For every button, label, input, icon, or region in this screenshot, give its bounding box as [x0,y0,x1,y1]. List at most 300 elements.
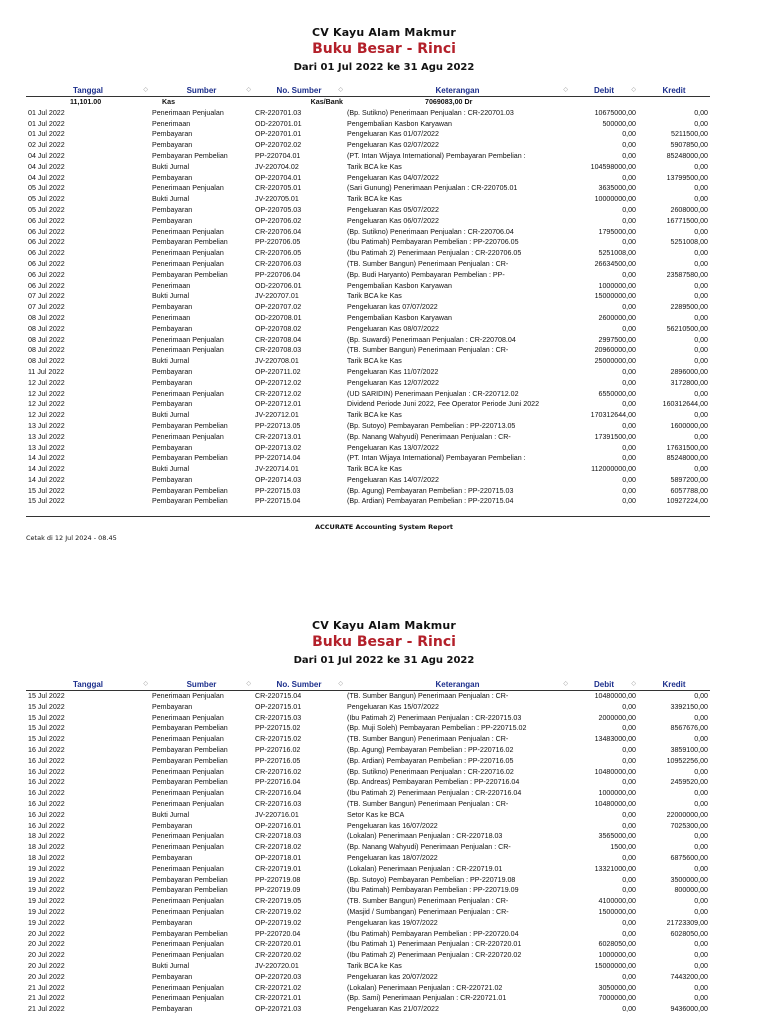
cell-keterangan: (Bp. Agung) Pembayaran Pembelian : PP-220715.03 [347,486,514,495]
cell-no-sumber: PP-220716.02 [255,745,301,754]
table-row[interactable] [26,259,710,270]
page-1-header [0,26,768,73]
table-row[interactable] [26,896,710,907]
table-row[interactable] [26,432,710,443]
table-row[interactable] [26,950,710,961]
cell-keterangan: (Ibu Patimah) Pembayaran Pembelian : PP-220706.05 [347,238,519,247]
cell-sumber: Bukti Jurnal [152,465,190,474]
cell-tanggal: 06 Jul 2022 [28,270,65,279]
cell-kredit: 3859100,00 [670,745,708,754]
cell-kredit: 0,00 [694,281,708,290]
col-header-sumber[interactable]: Sumber ◇ [150,84,253,97]
sort-icon: ◇ [246,87,251,93]
cell-debit: 0,00 [622,367,636,376]
table-row[interactable] [26,864,710,875]
table-header-row [26,84,710,97]
cell-sumber: Pembayaran Pembelian [152,486,228,495]
table-row[interactable] [26,853,710,864]
table-row[interactable] [26,313,710,324]
table-row[interactable] [26,810,710,821]
cell-keterangan: (Ibu Patimah 2) Penerimaan Penjualan : CR-220716.04 [347,789,522,798]
cell-keterangan: (Bp. Sutikno) Penerimaan Penjualan : CR-220701.03 [347,108,514,117]
sort-icon: ◇ [143,87,148,93]
report-footer: ACCURATE Accounting System Report [314,523,454,531]
cell-no-sumber: CR-220708.04 [255,335,302,344]
table-row[interactable] [26,983,710,994]
cell-keterangan: Pengeluaran kas 16/07/2022 [347,821,438,830]
ledger-table-page-2 [26,678,710,1015]
cell-kredit: 6028050,00 [670,929,708,938]
cell-sumber: Pembayaran [152,141,193,150]
table-row[interactable] [26,907,710,918]
cell-keterangan: (Bp. Andreas) Pembayaran Pembelian : PP-220716.04 [347,778,520,787]
cell-keterangan: (PT. Intan Wijaya International) Pembayaran Pembelian : [347,151,526,160]
cell-tanggal: 15 Jul 2022 [28,713,65,722]
cell-no-sumber: OP-220712.01 [255,400,302,409]
cell-keterangan: (Bp. Sutikno) Penerimaan Penjualan : CR-220716.02 [347,767,514,776]
table-row[interactable] [26,972,710,983]
cell-debit: 0,00 [622,1005,636,1014]
cell-tanggal: 06 Jul 2022 [28,249,65,258]
cell-no-sumber: CR-220720.02 [255,951,302,960]
cell-keterangan: Pengembalian Kasbon Karyawan [347,119,452,128]
table-row[interactable] [26,183,710,194]
cell-no-sumber: OP-220701.01 [255,130,302,139]
table-row[interactable] [26,151,710,162]
cell-debit: 10480000,00 [594,799,636,808]
cell-debit: 0,00 [622,875,636,884]
table-row[interactable] [26,129,710,140]
cell-keterangan: (Bp. Nanang Wahyudi) Penerimaan Penjualan : CR- [347,432,511,441]
cell-debit: 10480000,00 [594,767,636,776]
cell-sumber: Penerimaan Penjualan [152,940,224,949]
table-row[interactable] [26,248,710,259]
cell-no-sumber: OP-220712.02 [255,378,302,387]
table-row[interactable] [26,216,710,227]
cell-no-sumber: OP-220706.02 [255,216,302,225]
col-header-keterangan[interactable]: Keterangan ◇ [345,84,570,97]
cell-keterangan: (Sari Gunung) Penerimaan Penjualan : CR-220705.01 [347,184,518,193]
cell-tanggal: 15 Jul 2022 [28,692,65,700]
table-row[interactable] [26,410,710,421]
cell-sumber: Penerimaan Penjualan [152,692,224,700]
cell-debit: 0,00 [622,173,636,182]
cell-debit: 2997500,00 [598,335,636,344]
cell-tanggal: 21 Jul 2022 [28,1005,65,1014]
cell-debit: 0,00 [622,702,636,711]
cell-kredit: 0,00 [694,249,708,258]
cell-no-sumber: OP-220718.01 [255,853,302,862]
cell-sumber: Penerimaan Penjualan [152,832,224,841]
cell-keterangan: Pengeluaran Kas 04/07/2022 [347,173,439,182]
cell-sumber: Penerimaan Penjualan [152,713,224,722]
cell-kredit: 0,00 [694,162,708,171]
cell-sumber: Pembayaran Pembelian [152,421,228,430]
cell-no-sumber: OP-220721.03 [255,1005,302,1014]
table-row[interactable] [26,496,710,507]
col-header-tanggal[interactable]: Tanggal ◇ [26,84,150,97]
cell-sumber: Penerimaan Penjualan [152,735,224,744]
cell-kredit: 56210500,00 [666,324,708,333]
cell-no-sumber: PP-220706.04 [255,270,301,279]
cell-debit: 13483000,00 [594,735,636,744]
page-2-header [0,619,768,666]
cell-sumber: Penerimaan Penjualan [152,951,224,960]
table-row[interactable] [26,691,710,702]
table-row[interactable] [26,929,710,940]
cell-no-sumber: CR-220706.04 [255,227,302,236]
cell-no-sumber: CR-220715.02 [255,735,302,744]
cell-kredit: 0,00 [694,108,708,117]
cell-tanggal: 08 Jul 2022 [28,346,65,355]
col-header-debit[interactable]: Debit ◇ [570,84,638,97]
cell-debit: 0,00 [622,130,636,139]
sort-icon: ◇ [563,87,568,93]
sort-icon: ◇ [631,681,636,687]
table-row[interactable] [26,162,710,173]
table-row[interactable] [26,745,710,756]
cell-keterangan: Pengeluaran Kas 02/07/2022 [347,141,439,150]
cell-keterangan: Tarik BCA ke Kas [347,162,402,171]
company-name: CV Kayu Alam Makmur [311,26,457,39]
cell-sumber: Penerimaan Penjualan [152,799,224,808]
col-header-tanggal[interactable]: Tanggal ◇ [26,678,150,691]
cell-tanggal: 04 Jul 2022 [28,162,65,171]
table-row[interactable] [26,842,710,853]
cell-tanggal: 20 Jul 2022 [28,929,65,938]
cell-no-sumber: CR-220706.03 [255,259,302,268]
cell-debit: 0,00 [622,216,636,225]
report-title: Buku Besar - Rinci [312,41,456,57]
sort-icon: ◇ [338,87,343,93]
table-row[interactable] [26,345,710,356]
cell-sumber: Penerimaan [152,281,191,290]
cell-keterangan: Pengeluaran kas 19/07/2022 [347,918,438,927]
cell-debit: 0,00 [622,205,636,214]
table-row[interactable] [26,875,710,886]
cell-debit: 3565000,00 [598,832,636,841]
table-row[interactable] [26,961,710,972]
cell-no-sumber: OP-220714.03 [255,475,302,484]
cell-keterangan: Tarik BCA ke Kas [347,357,402,366]
cell-no-sumber: CR-220718.02 [255,843,302,852]
cell-tanggal: 19 Jul 2022 [28,875,65,884]
cell-debit: 26634500,00 [594,259,636,268]
cell-sumber: Penerimaan Penjualan [152,249,224,258]
table-row[interactable] [26,939,710,950]
cell-kredit: 5211500,00 [671,130,708,139]
cell-kredit: 16771500,00 [666,216,708,225]
cell-sumber: Pembayaran Pembelian [152,238,228,247]
cell-kredit: 6057788,00 [670,486,708,495]
cell-kredit: 10927224,00 [666,497,708,506]
cell-sumber: Penerimaan Penjualan [152,907,224,916]
table-row[interactable] [26,475,710,486]
cell-debit: 0,00 [622,443,636,452]
table-row[interactable] [26,356,710,367]
table-row[interactable] [26,270,710,281]
cell-debit: 3635000,00 [598,184,636,193]
table-row[interactable] [26,486,710,497]
cell-kredit: 0,00 [694,357,708,366]
cell-debit: 2600000,00 [598,313,636,322]
cell-kredit: 0,00 [694,335,708,344]
cell-kredit: 0,00 [694,713,708,722]
table-row[interactable] [26,777,710,788]
cell-no-sumber: CR-220705.01 [255,184,302,193]
cell-kredit: 0,00 [694,961,708,970]
cell-tanggal: 06 Jul 2022 [28,238,65,247]
cell-no-sumber: OP-220720.03 [255,972,302,981]
cell-sumber: Pembayaran Pembelian [152,756,228,765]
cell-debit: 2000000,00 [598,713,636,722]
cell-sumber: Pembayaran [152,972,193,981]
cell-no-sumber: JV-220720.01 [255,961,299,970]
cell-keterangan: (Ibu Patimah 2) Penerimaan Penjualan : CR-220720.02 [347,951,522,960]
cell-kredit: 0,00 [694,951,708,960]
cell-keterangan: (TB. Sumber Bangun) Penerimaan Penjualan : CR- [347,259,509,268]
cell-kredit: 5897200,00 [670,475,708,484]
cell-keterangan: (Ibu Patimah 1) Penerimaan Penjualan : CR-220720.01 [347,940,522,949]
table-row[interactable] [26,205,710,216]
cell-sumber: Penerimaan Penjualan [152,389,224,398]
cell-keterangan: (Ibu Patimah 2) Penerimaan Penjualan : CR-220715.03 [347,713,522,722]
table-row[interactable] [26,1004,710,1015]
cell-sumber: Penerimaan Penjualan [152,983,224,992]
cell-no-sumber: CR-220716.02 [255,767,302,776]
cell-debit: 25000000,00 [594,357,636,366]
table-row[interactable] [26,291,710,302]
cell-no-sumber: CR-220706.05 [255,249,302,258]
table-row[interactable] [26,378,710,389]
cell-keterangan: (TB. Sumber Bangun) Penerimaan Penjualan : CR- [347,897,509,906]
col-header-debit[interactable]: Debit ◇ [570,678,638,691]
cell-sumber: Pembayaran Pembelian [152,778,228,787]
col-header-no-sumber[interactable]: No. Sumber ◇ [253,84,345,97]
cell-tanggal: 05 Jul 2022 [28,184,65,193]
cell-sumber: Pembayaran Pembelian [152,724,228,733]
cell-kredit: 1600000,00 [670,421,708,430]
table-row[interactable] [26,885,710,896]
opening-balance: 7069083,00 Dr [425,98,473,106]
table-row[interactable] [26,389,710,400]
cell-tanggal: 19 Jul 2022 [28,918,65,927]
cell-kredit: 7025300,00 [670,821,708,830]
cell-tanggal: 08 Jul 2022 [28,335,65,344]
cell-no-sumber: CR-220713.01 [255,432,302,441]
table-row[interactable] [26,119,710,130]
cell-kredit: 800000,00 [674,886,708,895]
cell-no-sumber: JV-220714.01 [255,465,299,474]
table-row[interactable] [26,443,710,454]
table-row[interactable] [26,324,710,335]
cell-sumber: Penerimaan Penjualan [152,843,224,852]
cell-kredit: 85248000,00 [666,454,708,463]
cell-sumber: Penerimaan Penjualan [152,994,224,1003]
cell-keterangan: (TB. Sumber Bangun) Penerimaan Penjualan : CR- [347,692,509,700]
table-row[interactable] [26,723,710,734]
cell-tanggal: 21 Jul 2022 [28,994,65,1003]
cell-keterangan: Tarik BCA ke Kas [347,195,402,204]
cell-sumber: Penerimaan Penjualan [152,346,224,355]
cell-kredit: 0,00 [694,411,708,420]
cell-kredit: 5907850,00 [670,141,708,150]
cell-debit: 0,00 [622,270,636,279]
cell-sumber: Penerimaan Penjualan [152,767,224,776]
cell-tanggal: 20 Jul 2022 [28,961,65,970]
table-row[interactable] [26,702,710,713]
cell-tanggal: 05 Jul 2022 [28,205,65,214]
cell-tanggal: 16 Jul 2022 [28,821,65,830]
cell-kredit: 2289500,00 [670,303,708,312]
cell-no-sumber: OP-220713.02 [255,443,302,452]
cell-keterangan: (Bp. Ardian) Pembayaran Pembelian : PP-220715.04 [347,497,514,506]
cell-tanggal: 19 Jul 2022 [28,886,65,895]
cell-keterangan: Pengeluaran Kas 21/07/2022 [347,1005,439,1014]
cell-keterangan: (UD SARIDIN) Penerimaan Penjualan : CR-220712.02 [347,389,519,398]
report-period: Dari 01 Jul 2022 ke 31 Agu 2022 [293,62,475,73]
table-row[interactable] [26,237,710,248]
table-row[interactable] [26,281,710,292]
table-row[interactable] [26,464,710,475]
print-timestamp: Cetak di 12 Jul 2024 - 08.45 [26,534,117,542]
cell-debit: 3050000,00 [598,983,636,992]
cell-keterangan: Pengeluaran Kas 12/07/2022 [347,378,439,387]
cell-debit: 0,00 [622,324,636,333]
cell-debit: 0,00 [622,972,636,981]
table-row[interactable] [26,302,710,313]
col-header-no-sumber[interactable]: No. Sumber ◇ [253,678,345,691]
table-row[interactable] [26,227,710,238]
table-row[interactable] [26,421,710,432]
col-header-kredit[interactable]: Kredit [638,84,710,97]
cell-debit: 10675000,00 [594,108,636,117]
col-header-keterangan[interactable]: Keterangan ◇ [345,678,570,691]
cell-tanggal: 16 Jul 2022 [28,810,65,819]
cell-kredit: 0,00 [694,789,708,798]
table-row[interactable] [26,799,710,810]
cell-sumber: Bukti Jurnal [152,411,190,420]
cell-sumber: Penerimaan Penjualan [152,227,224,236]
cell-sumber: Bukti Jurnal [152,357,190,366]
table-row[interactable] [26,713,710,724]
cell-kredit: 0,00 [694,832,708,841]
cell-no-sumber: CR-220720.01 [255,940,302,949]
cell-tanggal: 13 Jul 2022 [28,421,65,430]
cell-kredit: 0,00 [694,799,708,808]
cell-no-sumber: JV-220707.01 [255,292,299,301]
cell-debit: 0,00 [622,400,636,409]
cell-tanggal: 14 Jul 2022 [28,454,65,463]
cell-sumber: Penerimaan Penjualan [152,184,224,193]
cell-keterangan: Pengeluaran Kas 11/07/2022 [347,367,439,376]
table-row[interactable] [26,399,710,410]
cell-keterangan: (Ibu Patimah) Pembayaran Pembelian : PP-220719.09 [347,886,519,895]
cell-no-sumber: OP-220704.01 [255,173,302,182]
cell-debit: 0,00 [622,745,636,754]
table-row[interactable] [26,173,710,184]
cell-kredit: 0,00 [694,259,708,268]
col-header-sumber[interactable]: Sumber ◇ [150,678,253,691]
table-row[interactable] [26,918,710,929]
cell-tanggal: 16 Jul 2022 [28,799,65,808]
report-period: Dari 01 Jul 2022 ke 31 Agu 2022 [293,655,475,666]
table-row[interactable] [26,734,710,745]
cell-tanggal: 16 Jul 2022 [28,778,65,787]
cell-no-sumber: PP-220713.05 [255,421,301,430]
cell-kredit: 0,00 [694,864,708,873]
cell-sumber: Pembayaran [152,173,193,182]
cell-tanggal: 15 Jul 2022 [28,702,65,711]
cell-sumber: Pembayaran [152,702,193,711]
cell-no-sumber: CR-220716.03 [255,799,302,808]
table-row[interactable] [26,453,710,464]
table-row[interactable] [26,335,710,346]
cell-no-sumber: CR-220701.03 [255,108,302,117]
cell-tanggal: 15 Jul 2022 [28,724,65,733]
cell-no-sumber: CR-220712.02 [255,389,302,398]
cell-tanggal: 11 Jul 2022 [28,367,65,376]
col-header-kredit[interactable]: Kredit [638,678,710,691]
cell-no-sumber: OP-220715.01 [255,702,302,711]
table-row[interactable] [26,367,710,378]
table-row[interactable] [26,993,710,1004]
cell-kredit: 0,00 [694,184,708,193]
table-row[interactable] [26,140,710,151]
cell-kredit: 0,00 [694,692,708,700]
cell-sumber: Pembayaran [152,400,193,409]
cell-sumber: Penerimaan Penjualan [152,897,224,906]
cell-keterangan: (Bp. Agung) Pembayaran Pembelian : PP-220716.02 [347,745,514,754]
cell-no-sumber: JV-220704.02 [255,162,299,171]
table-row[interactable] [26,767,710,778]
cell-sumber: Pembayaran [152,130,193,139]
table-row[interactable] [26,108,710,119]
cell-debit: 6550000,00 [598,389,636,398]
cell-kredit: 0,00 [694,897,708,906]
table-row[interactable] [26,756,710,767]
cell-kredit: 22000000,00 [666,810,708,819]
cell-sumber: Pembayaran [152,443,193,452]
table-row[interactable] [26,831,710,842]
cell-debit: 10480000,00 [594,692,636,700]
cell-kredit: 13799500,00 [666,173,708,182]
cell-keterangan: (Bp. Sutoyo) Pembayaran Pembelian : PP-220719.08 [347,875,516,884]
sort-icon: ◇ [338,681,343,687]
cell-no-sumber: CR-220721.01 [255,994,302,1003]
cell-tanggal: 18 Jul 2022 [28,853,65,862]
cell-no-sumber: CR-220715.03 [255,713,302,722]
cell-kredit: 2459520,00 [670,778,708,787]
cell-no-sumber: JV-220716.01 [255,810,299,819]
cell-debit: 0,00 [622,303,636,312]
company-name: CV Kayu Alam Makmur [311,619,457,632]
table-header-row [26,678,710,691]
cell-no-sumber: JV-220708.01 [255,357,299,366]
cell-debit: 15000000,00 [594,292,636,301]
table-row[interactable] [26,788,710,799]
cell-kredit: 10952256,00 [666,756,708,765]
cell-tanggal: 15 Jul 2022 [28,735,65,744]
table-row[interactable] [26,194,710,205]
cell-tanggal: 05 Jul 2022 [28,195,65,204]
table-row[interactable] [26,821,710,832]
cell-tanggal: 20 Jul 2022 [28,951,65,960]
cell-kredit: 0,00 [694,195,708,204]
cell-debit: 1000000,00 [598,281,636,290]
cell-debit: 1795000,00 [598,227,636,236]
cell-tanggal: 12 Jul 2022 [28,378,65,387]
